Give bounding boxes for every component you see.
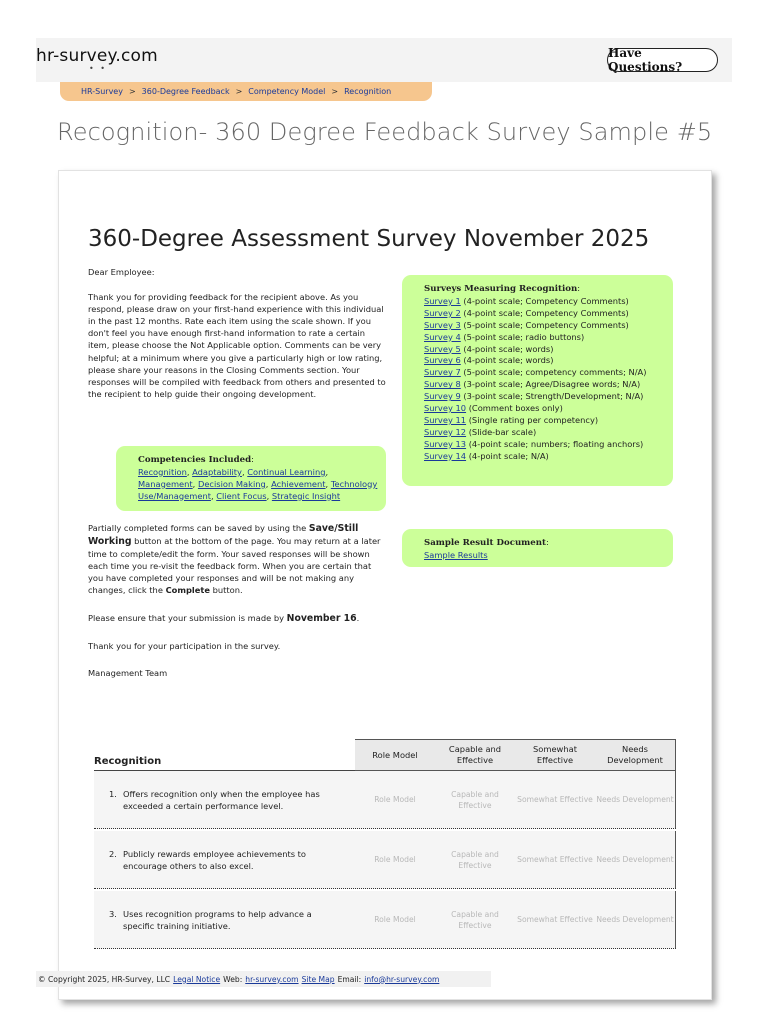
rating-table — [94, 739, 676, 949]
survey-description: (4-point scale; N/A) — [466, 450, 549, 461]
website-link[interactable]: hr-survey.com — [245, 974, 299, 984]
survey-description: (5-point scale; radio buttons) — [460, 331, 585, 342]
survey-link[interactable]: Survey 5 — [424, 343, 461, 354]
survey-link[interactable]: Survey 8 — [424, 379, 461, 390]
column-needs-development: Needs Development — [595, 739, 676, 771]
competencies-heading: Competencies Included: — [138, 454, 254, 465]
rating-option[interactable]: Somewhat Effective — [517, 915, 593, 924]
survey-title: 360-Degree Assessment Survey November 2025 — [88, 226, 650, 252]
survey-list-item — [424, 355, 667, 367]
site-logo[interactable]: hr-survey.com — [36, 46, 158, 66]
survey-link[interactable]: Survey 2 — [424, 307, 461, 318]
survey-description: (Comment boxes only) — [466, 403, 563, 414]
survey-link[interactable]: Survey 13 — [424, 438, 467, 449]
rating-option[interactable]: Capable and Effective — [451, 789, 499, 810]
logo-dots-decoration: • • — [89, 64, 107, 73]
email-label: Email: — [337, 974, 362, 984]
competency-link[interactable]: Technology Use/Management — [138, 478, 378, 501]
survey-description: (4-point scale; numbers; floating anchors) — [466, 438, 644, 449]
copyright: © Copyright 2025, HR-Survey, LLC — [38, 974, 171, 984]
survey-list-item — [424, 439, 667, 451]
survey-list-item — [424, 451, 667, 463]
survey-list-item — [424, 415, 667, 427]
rating-option[interactable]: Role Model — [374, 915, 416, 924]
survey-description: (5-point scale; Competency Comments) — [460, 319, 629, 330]
deadline-paragraph: Please ensure that your submission is made by November 16. — [88, 612, 360, 624]
competency-link[interactable]: Continual Learning — [247, 466, 326, 477]
survey-list-item — [424, 391, 667, 403]
competency-link[interactable]: Adaptability — [192, 466, 242, 477]
email-link[interactable]: info@hr-survey.com — [364, 974, 440, 984]
breadcrumb-separator: > — [128, 87, 136, 96]
save-instructions — [88, 522, 384, 694]
rating-option[interactable]: Capable and Effective — [451, 849, 499, 870]
breadcrumb-separator: > — [235, 87, 243, 96]
section-title: Recognition — [94, 756, 162, 767]
web-label: Web: — [223, 974, 243, 984]
survey-link[interactable]: Survey 1 — [424, 295, 461, 306]
have-questions-button[interactable]: Have Questions? — [607, 48, 718, 72]
survey-intro — [88, 266, 388, 410]
survey-list — [424, 296, 667, 463]
breadcrumb-360-feedback[interactable]: 360-Degree Feedback — [141, 87, 230, 96]
rating-option[interactable]: Role Model — [374, 855, 416, 864]
competency-link[interactable]: Decision Making — [197, 478, 266, 489]
competencies-box — [116, 446, 386, 511]
sample-results-box — [402, 529, 673, 567]
save-paragraph: Partially completed forms can be saved by using the Save/Still Working button at the bottom of the page. You may return at a later time to complete/edit the form. Your saved responses will be shown each time you re-visit the feedback form. When you are certain that you have completed your responses and will be not making any changes, click the Complete button. — [88, 523, 381, 596]
question-row — [94, 831, 676, 889]
competency-link[interactable]: Management — [138, 478, 193, 489]
competency-link[interactable]: Achievement — [271, 478, 326, 489]
question-row — [94, 771, 676, 829]
survey-description: (3-point scale; Strength/Development; N/A) — [460, 391, 644, 402]
survey-link[interactable]: Survey 6 — [424, 355, 461, 366]
breadcrumb-competency-model[interactable]: Competency Model — [248, 87, 326, 96]
rating-option[interactable]: Role Model — [374, 795, 416, 804]
survey-description: (4-point scale; words) — [460, 355, 554, 366]
sitemap-link[interactable]: Site Map — [301, 974, 335, 984]
competency-list: Recognition, Adaptability, Continual Learning, Management, Decision Making, Achievement, Technology Use/Management, Client Focus, Strategic Insight — [138, 466, 378, 501]
thanks-paragraph: Thank you for your participation in the survey. — [88, 640, 281, 651]
survey-description: (3-point scale; Agree/Disagree words; N/A) — [460, 379, 641, 390]
rating-option[interactable]: Needs Development — [595, 831, 676, 888]
rating-option[interactable]: Somewhat Effective — [517, 855, 593, 864]
survey-link[interactable]: Survey 7 — [424, 367, 461, 378]
column-capable-effective: Capable and Effective — [435, 739, 515, 771]
survey-list-item — [424, 332, 667, 344]
breadcrumb-recognition[interactable]: Recognition — [344, 87, 392, 96]
rating-table-header — [94, 739, 676, 771]
survey-link[interactable]: Survey 4 — [424, 331, 461, 342]
question-text: 3. Uses recognition programs to help advance a specific training initiative. — [109, 909, 312, 931]
survey-link[interactable]: Survey 12 — [424, 426, 467, 437]
survey-list-item — [424, 344, 667, 356]
survey-list-item — [424, 427, 667, 439]
greeting: Dear Employee: — [88, 267, 155, 277]
signature: Management Team — [88, 667, 168, 678]
survey-list-item — [424, 320, 667, 332]
surveys-box — [402, 275, 673, 486]
legal-notice-link[interactable]: Legal Notice — [173, 974, 221, 984]
breadcrumb-hr-survey[interactable]: HR-Survey — [81, 87, 123, 96]
competency-link[interactable]: Strategic Insight — [271, 490, 341, 501]
breadcrumb — [60, 82, 432, 101]
survey-link[interactable]: Survey 11 — [424, 414, 467, 425]
breadcrumb-separator: > — [331, 87, 339, 96]
survey-link[interactable]: Survey 10 — [424, 403, 467, 414]
survey-description: (5-point scale; competency comments; N/A) — [460, 367, 647, 378]
surveys-heading: Surveys Measuring Recognition: — [424, 283, 581, 294]
survey-description: (4-point scale; Competency Comments) — [460, 307, 629, 318]
survey-link[interactable]: Survey 14 — [424, 450, 467, 461]
page-title: Recognition- 360 Degree Feedback Survey Sample #5 — [57, 118, 713, 146]
survey-link[interactable]: Survey 9 — [424, 391, 461, 402]
question-text: 2. Publicly rewards employee achievements to encourage others to also excel. — [109, 849, 307, 871]
rating-option[interactable]: Capable and Effective — [451, 909, 499, 930]
survey-list-item — [424, 367, 667, 379]
survey-list-item — [424, 403, 667, 415]
survey-description: (Single rating per competency) — [466, 414, 599, 425]
survey-description: (Slide-bar scale) — [466, 426, 537, 437]
question-row — [94, 891, 676, 949]
competency-link[interactable]: Recognition — [138, 466, 187, 477]
question-text: 1. Offers recognition only when the employee has exceeded a certain performance level. — [109, 789, 320, 811]
rating-option[interactable]: Needs Development — [595, 771, 676, 828]
competency-link[interactable]: Client Focus — [216, 490, 267, 501]
sample-heading: Sample Result Document: — [424, 537, 549, 548]
survey-list-item — [424, 296, 667, 308]
survey-list-item — [424, 308, 667, 320]
survey-description: (4-point scale; words) — [460, 343, 554, 354]
survey-list-item — [424, 379, 667, 391]
column-role-model: Role Model — [355, 739, 435, 771]
survey-link[interactable]: Survey 3 — [424, 319, 461, 330]
intro-paragraph: Thank you for providing feedback for the recipient above. As you respond, please draw on your first-hand experience with this individual in the past 12 months. Rate each item using the scale shown. If you don't feel you have enough first-hand information to rate a certain item, please choose the Not Applicable option. Comments can be very helpful; at a minimum where you give a particularly high or low rating, please share your reasons in the Closing Comments section. Your responses will be compiled with feedback from others and presented to the recipient to help guide their ongoing development. — [88, 292, 386, 399]
footer — [36, 971, 491, 987]
survey-description: (4-point scale; Competency Comments) — [460, 295, 629, 306]
sample-results-link[interactable]: Sample Results — [424, 549, 488, 560]
column-somewhat-effective: Somewhat Effective — [515, 739, 595, 771]
rating-option[interactable]: Somewhat Effective — [517, 795, 593, 804]
rating-option[interactable]: Needs Development — [595, 891, 676, 948]
